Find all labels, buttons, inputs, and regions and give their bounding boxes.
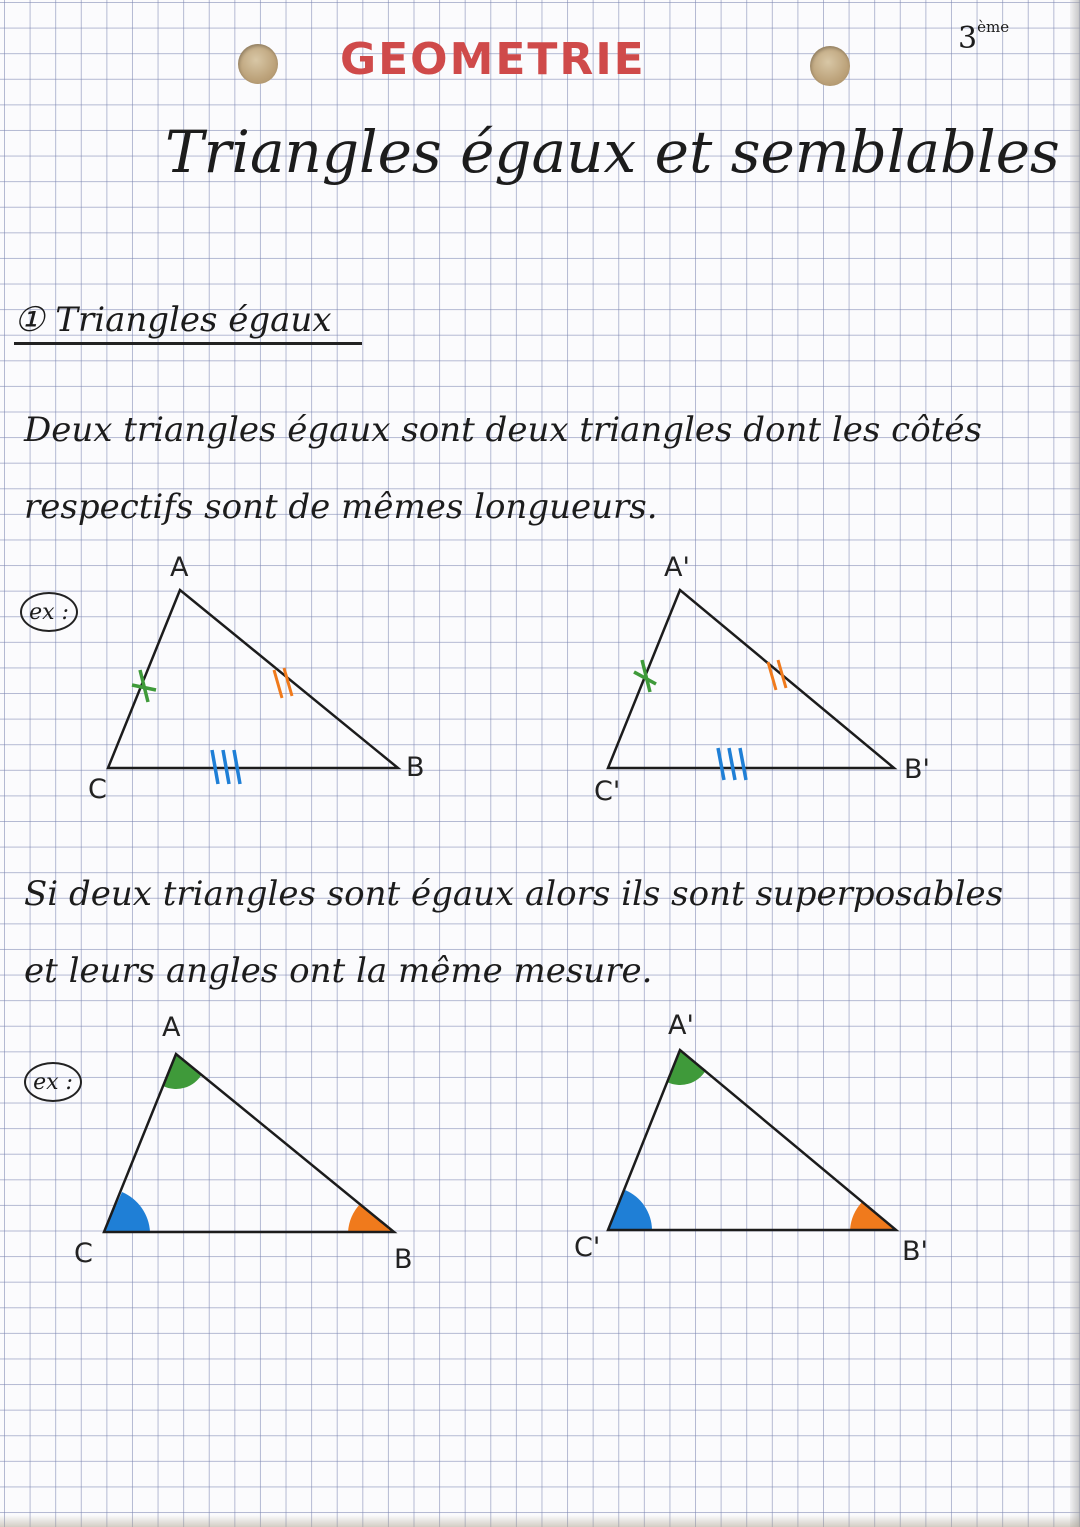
vertex-label-c: C	[74, 1238, 93, 1269]
section-heading: ① Triangles égaux	[14, 300, 362, 345]
vertex-label-b-prime: B'	[902, 1236, 928, 1267]
vertex-label-a-prime: A'	[664, 552, 690, 583]
example-badge-2: ex :	[24, 1062, 82, 1102]
vertex-label-a-prime: A'	[668, 1010, 694, 1041]
vertex-label-c-prime: C'	[574, 1232, 601, 1263]
angle-mark-c-prime	[608, 1190, 652, 1230]
property-text: Si deux triangles sont égaux alors ils sont superposables et leurs angles ont la même mesure.	[24, 874, 1004, 991]
tick-blue-2	[729, 748, 735, 780]
triangle-outline	[104, 1054, 394, 1232]
tick-blue-1	[718, 748, 724, 780]
triangle-outline	[608, 1050, 896, 1230]
tick-blue-3	[740, 748, 746, 780]
vertex-label-b-prime: B'	[904, 754, 930, 785]
definition-text: Deux triangles égaux sont deux triangles dont les côtés respectifs sont de mêmes longueurs.	[24, 410, 982, 527]
tick-orange-1	[274, 670, 282, 698]
grade-number: 3	[958, 21, 978, 56]
triangle-outline	[108, 590, 398, 768]
vertex-label-b: B	[394, 1244, 413, 1275]
vertex-label-c: C	[88, 774, 107, 805]
triangle-sides-left	[88, 552, 425, 805]
vertex-label-c-prime: C'	[594, 776, 621, 807]
page-title: Triangles égaux et semblables	[165, 118, 1060, 186]
example-badge-1: ex :	[20, 592, 78, 632]
triangle-angles-left	[74, 1012, 413, 1275]
vertex-label-b: B	[406, 752, 425, 783]
triangle-sides-right	[594, 552, 930, 807]
grade-suffix: ème	[977, 18, 1010, 36]
subject-title: GEOMETRIE	[340, 34, 646, 85]
vertex-label-a: A	[170, 552, 189, 583]
triangle-outline	[608, 590, 894, 768]
triangle-angles-right	[574, 1010, 928, 1267]
vertex-label-a: A	[162, 1012, 181, 1043]
